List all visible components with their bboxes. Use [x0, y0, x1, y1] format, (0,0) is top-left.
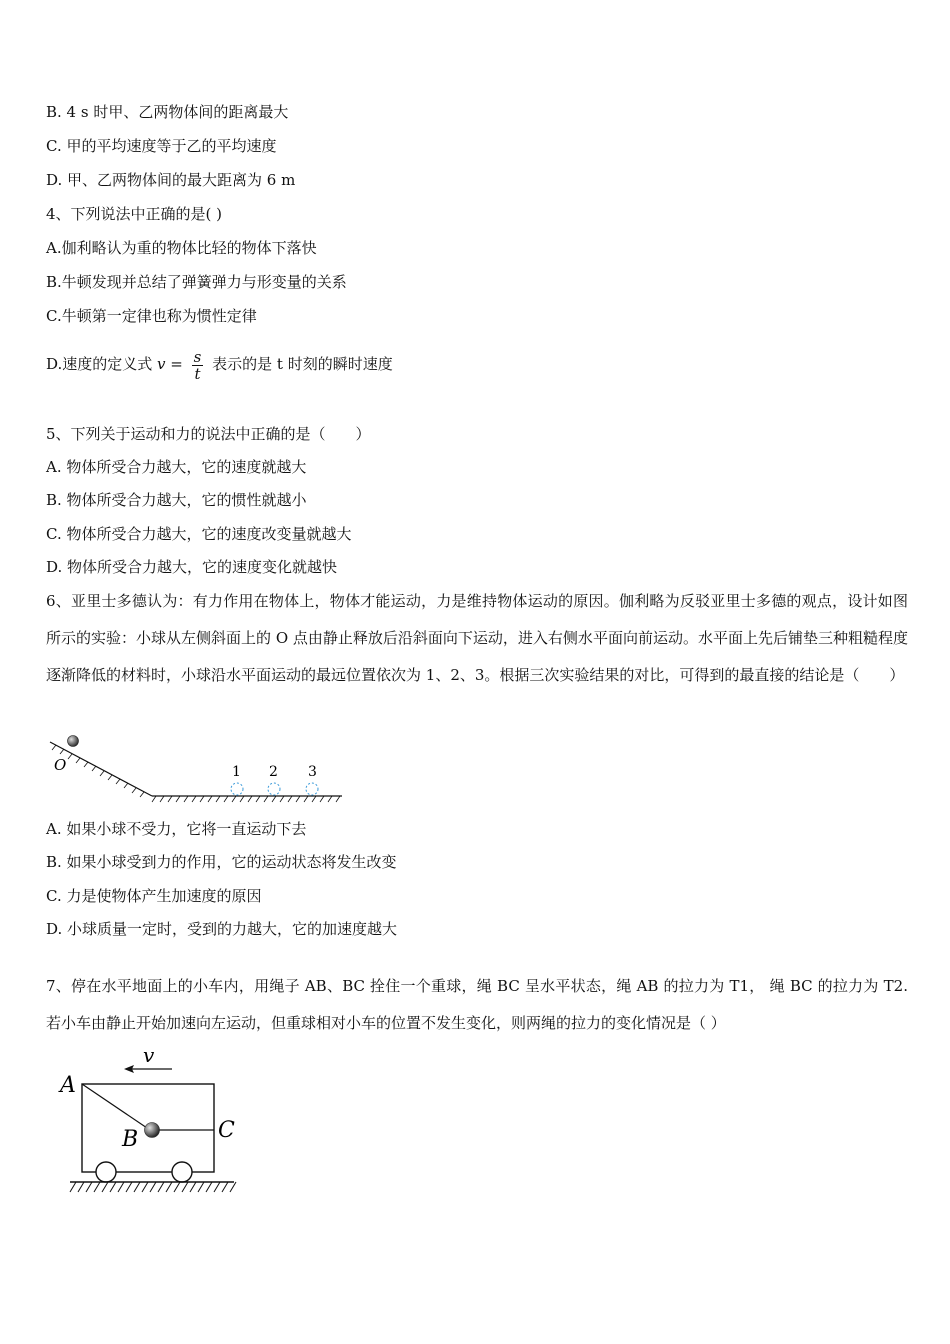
label-c: C: [218, 1118, 235, 1143]
q3-option-b: B. 4 s 时甲、乙两物体间的距离最大: [46, 103, 289, 121]
q6-option-b: B. 如果小球受到力的作用，它的运动状态将发生改变: [46, 853, 397, 871]
wheel-right: [172, 1162, 192, 1182]
q4-option-c: C.牛顿第一定律也称为惯性定律: [46, 307, 257, 325]
q4-option-d: [46, 346, 393, 382]
q4-option-b: B.牛顿发现并总结了弹簧弹力与形变量的关系: [46, 273, 347, 291]
q4-option-d-prefix: D.速度的定义式: [46, 355, 153, 373]
q3-option-d: D. 甲、乙两物体间的最大距离为 6 m: [46, 171, 296, 189]
q7-cart-figure: [56, 1040, 246, 1200]
velocity-label: v: [143, 1043, 155, 1067]
q5-option-b: B. 物体所受合力越大，它的惯性就越小: [46, 491, 307, 509]
label-b: B: [122, 1127, 139, 1152]
q3-option-c: C. 甲的平均速度等于乙的平均速度: [46, 137, 277, 155]
point-o-label: O: [54, 756, 67, 774]
position-2-label: 2: [269, 764, 278, 780]
position-1-label: 1: [232, 764, 241, 780]
q4-option-d-suffix: 表示的是 t 时刻的瞬时速度: [212, 355, 393, 373]
q5-option-a: A. 物体所受合力越大，它的速度就越大: [46, 458, 307, 476]
q5-option-d: D. 物体所受合力越大，它的速度变化就越快: [46, 558, 338, 576]
q4-stem: 4、下列说法中正确的是( ): [46, 205, 223, 223]
q6-option-a: A. 如果小球不受力，它将一直运动下去: [46, 820, 307, 838]
floor-hatching: [152, 796, 340, 802]
label-a: A: [60, 1073, 76, 1098]
rope-ab: [82, 1084, 150, 1130]
position-1-marker: [231, 783, 243, 795]
position-3-marker: [306, 783, 318, 795]
position-2-marker: [268, 783, 280, 795]
q5-stem: 5、下列关于运动和力的说法中正确的是（ ）: [46, 425, 371, 443]
q4-formula-lhs: v =: [157, 355, 183, 373]
q6-option-d: D. 小球质量一定时，受到的力越大，它的加速度越大: [46, 920, 398, 938]
q4-formula-numerator: s: [193, 347, 202, 366]
q6-incline-figure: [44, 730, 350, 808]
wheel-left: [96, 1162, 116, 1182]
q6-option-c: C. 力是使物体产生加速度的原因: [46, 887, 262, 905]
q4-option-a: A.伽利略认为重的物体比轻的物体下落快: [46, 239, 317, 257]
ball: [68, 736, 79, 747]
q4-formula-denominator: t: [194, 364, 201, 383]
q5-option-c: C. 物体所受合力越大，它的速度改变量就越大: [46, 525, 352, 543]
q6-stem: 6、亚里士多德认为：有力作用在物体上，物体才能运动，力是维持物体运动的原因。伽利略为反驳亚里士多德的观点，设计如图所示的实验：小球从左侧斜面上的 O 点由静止释放后沿斜面向下运动，进入右侧水平面向前运动。水平面上先后铺垫三种粗糙程度逐渐降低的材料时，小球沿水平面运动的最远位置依次为 1、2、3。根据三次实验结果的对比，可得到的最直接的结论是（ ）: [46, 592, 908, 684]
position-3-label: 3: [308, 764, 317, 780]
q7-stem: 7、停在水平地面上的小车内，用绳子 AB、BC 拴住一个重球，绳 BC 呈水平状态，绳 AB 的拉力为 T1， 绳 BC 的拉力为 T2. 若小车由静止开始加速向左运动，但重球相对小车的位置不发生变化，则两绳的拉力的变化情况是（ ）: [46, 977, 908, 1032]
heavy-ball: [145, 1123, 160, 1138]
q4-formula-fraction: [192, 349, 204, 382]
ground-hatching: [70, 1182, 236, 1192]
